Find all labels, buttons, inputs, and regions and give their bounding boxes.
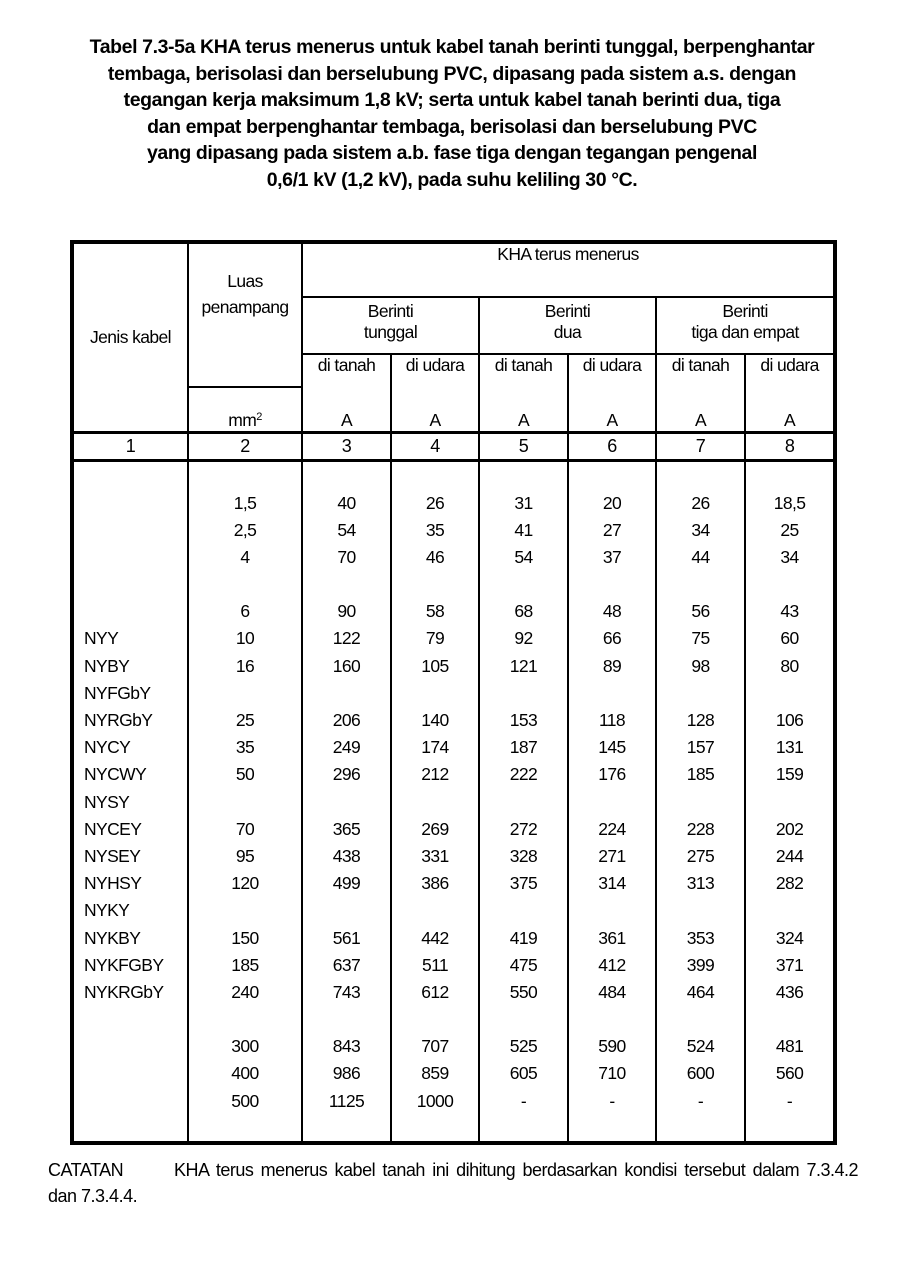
header-di-tanah: di tanah [302, 354, 391, 387]
table-cell [189, 571, 301, 598]
table-cell [303, 789, 390, 816]
table-cell: 105 [421, 655, 449, 676]
table-cell: 550 [509, 981, 538, 1002]
table-cell [392, 680, 478, 707]
table-cell [569, 680, 655, 707]
table-cell [392, 897, 478, 924]
table-cell: - [520, 1090, 527, 1111]
table-cell: 314 [598, 873, 626, 894]
table-cell: 16 [235, 655, 255, 676]
table-cell [746, 1006, 833, 1033]
tiga-di-udara-column [745, 461, 835, 1143]
header-kha-terus-menerus: KHA terus menerus [302, 242, 835, 297]
unit-ampere: A [568, 387, 656, 433]
kha-table [70, 240, 837, 1145]
table-cell [746, 789, 833, 816]
table-cell: 35 [235, 737, 255, 758]
unit-mm-text: mm [228, 410, 257, 430]
table-cell: 157 [686, 737, 715, 758]
table-cell [480, 1006, 567, 1033]
header-dua-line2: dua [553, 322, 582, 342]
cable-type: NYKFGBY [84, 954, 164, 975]
table-cell: 176 [598, 764, 626, 785]
table-cell: 212 [421, 764, 449, 785]
table-cell [657, 571, 744, 598]
header-berinti-tunggal [302, 297, 479, 354]
dua-di-udara-column [568, 461, 656, 1143]
table-cell [569, 897, 655, 924]
title-line: tembaga, berisolasi dan berselubung PVC, dipasang pada sistem a.s. dengan [107, 62, 797, 85]
table-cell [189, 789, 301, 816]
unit-ampere: A [656, 387, 745, 433]
column-number: 3 [302, 433, 391, 461]
table-cell: 275 [686, 845, 715, 866]
cable-type: NYBY [84, 655, 130, 676]
column-number-row [72, 433, 835, 461]
table-cell: 475 [509, 954, 538, 975]
table-cell [480, 897, 567, 924]
table-title [40, 34, 864, 194]
table-cell: 121 [509, 655, 538, 676]
column-number: 2 [188, 433, 302, 461]
table-cell: 484 [598, 981, 626, 1002]
tunggal-di-udara-column [391, 461, 479, 1143]
column-number: 5 [479, 433, 568, 461]
table-cell: 106 [775, 710, 804, 730]
dua-di-tanah-column [479, 461, 568, 1143]
table-cell [303, 1006, 390, 1033]
column-number: 1 [72, 433, 188, 461]
table-cell: 128 [686, 710, 715, 730]
table-cell: 160 [332, 655, 361, 676]
table-cell: 31 [514, 492, 533, 513]
table-cell: 202 [775, 818, 804, 839]
unit-ampere: A [302, 387, 391, 433]
table-cell: 44 [691, 546, 710, 567]
table-cell: 70 [235, 818, 255, 839]
table-cell: 26 [691, 492, 710, 513]
table-cell: 54 [337, 519, 356, 540]
table-cell: 27 [602, 519, 622, 540]
title-line: tegangan kerja maksimum 1,8 kV; serta untuk kabel tanah berinti dua, tiga [123, 89, 781, 112]
table-cell: 986 [332, 1063, 361, 1084]
table-cell [392, 789, 478, 816]
table-cell: 80 [780, 655, 799, 676]
table-cell: 37 [602, 546, 622, 567]
table-cell [569, 1006, 655, 1033]
cable-type: NYCY [84, 737, 131, 758]
table-cell: 353 [686, 927, 715, 948]
table-cell: 120 [231, 873, 259, 894]
table-cell: 34 [691, 519, 710, 540]
unit-mm2 [188, 387, 302, 433]
header-di-udara: di udara [391, 354, 479, 387]
table-cell: 511 [421, 954, 449, 975]
table-cell: 1,5 [233, 492, 257, 513]
table-cell: 92 [514, 628, 533, 649]
header-berinti-tiga-dan-empat [656, 297, 835, 354]
table-cell [480, 789, 567, 816]
table-cell: 79 [425, 628, 445, 649]
table-cell: 590 [598, 1036, 626, 1057]
header-di-udara: di udara [568, 354, 656, 387]
header-berinti-dua [479, 297, 656, 354]
table-cell: 4 [240, 546, 250, 567]
cable-type: NYY [84, 628, 119, 649]
table-cell: 25 [235, 710, 255, 730]
header-di-udara: di udara [745, 354, 835, 387]
table-cell: 371 [775, 954, 804, 975]
table-cell: 499 [332, 873, 361, 894]
table-cell: 145 [598, 737, 626, 758]
table-cell: 481 [775, 1036, 804, 1057]
header-di-tanah: di tanah [479, 354, 568, 387]
unit-ampere: A [745, 387, 835, 433]
header-tunggal-line2: tunggal [363, 322, 418, 342]
tunggal-di-tanah-column [302, 461, 391, 1143]
table-cell [657, 1006, 744, 1033]
table-cell: 436 [775, 981, 804, 1002]
table-cell: 442 [421, 927, 449, 948]
table-cell: 224 [598, 818, 626, 839]
table-cell: 48 [602, 601, 622, 622]
table-cell: 240 [231, 981, 259, 1002]
table-cell: 43 [780, 601, 799, 622]
table-cell: 707 [421, 1036, 449, 1057]
luas-penampang-column [188, 461, 302, 1143]
header-tiga-line1: Berinti [722, 301, 768, 321]
table-cell: 174 [421, 737, 449, 758]
table-cell: 153 [509, 710, 538, 730]
cable-types-column [72, 461, 188, 1143]
table-cell: 98 [691, 655, 710, 676]
table-cell: 843 [332, 1036, 361, 1057]
table-cell: 269 [421, 818, 449, 839]
table-cell: 438 [332, 845, 361, 866]
table-cell: 75 [691, 628, 710, 649]
table-body [72, 461, 835, 1143]
table-cell: 605 [509, 1063, 538, 1084]
table-cell: 35 [425, 519, 445, 540]
table-cell: 206 [332, 710, 361, 730]
table-cell: 464 [686, 981, 715, 1002]
header-dua-line1: Berinti [544, 301, 591, 321]
table-cell: 90 [337, 601, 356, 622]
table-cell: 26 [425, 492, 445, 513]
table-cell: 34 [780, 546, 799, 567]
table-cell: 6 [240, 601, 250, 622]
table-cell: 710 [598, 1063, 626, 1084]
table-cell [303, 680, 390, 707]
table-cell [657, 897, 744, 924]
table-cell [657, 789, 744, 816]
table-cell: 40 [337, 492, 356, 513]
table-cell: - [697, 1090, 704, 1111]
header-luas-line2: penampang [201, 297, 289, 317]
table-cell: 68 [514, 601, 533, 622]
table-cell: 249 [332, 737, 361, 758]
table-cell: 300 [231, 1036, 259, 1057]
table-cell: 282 [775, 873, 804, 894]
table-cell: - [786, 1090, 793, 1111]
column-number: 4 [391, 433, 479, 461]
table-cell: 1000 [416, 1090, 454, 1111]
table-cell: 400 [231, 1063, 259, 1084]
cable-type: NYRGbY [84, 710, 153, 730]
header-luas-line1: Luas [227, 271, 263, 291]
cable-type: NYHSY [84, 873, 142, 894]
cable-type: NYKRGbY [84, 981, 164, 1002]
table-cell [392, 571, 478, 598]
unit-ampere: A [391, 387, 479, 433]
table-cell: 859 [421, 1063, 449, 1084]
unit-mm-sup: 2 [256, 411, 262, 423]
table-cell: 41 [514, 519, 533, 540]
table-cell: 66 [602, 628, 622, 649]
table-cell: 328 [509, 845, 538, 866]
table-cell [746, 680, 833, 707]
table-cell [657, 680, 744, 707]
cable-type: NYCWY [84, 764, 147, 785]
table-cell: 18,5 [773, 492, 806, 513]
table-cell: 313 [686, 873, 715, 894]
title-line: yang dipasang pada sistem a.b. fase tiga dengan tegangan pengenal [146, 142, 758, 165]
table-cell: 386 [421, 873, 449, 894]
table-cell: 185 [231, 954, 259, 975]
table-cell: 637 [332, 954, 361, 975]
cable-type: NYKBY [84, 927, 141, 948]
unit-ampere: A [479, 387, 568, 433]
table-cell: 150 [231, 927, 259, 948]
column-number: 7 [656, 433, 745, 461]
table-cell [569, 789, 655, 816]
table-cell: 272 [509, 818, 538, 839]
table-cell [746, 571, 833, 598]
table-cell: 244 [775, 845, 804, 866]
note-text: KHA terus menerus kabel tanah ini dihitung berdasarkan kondisi tersebut dalam 7.3.4.2 dan 7.3.4.4. [48, 1160, 858, 1206]
table-cell: 185 [686, 764, 715, 785]
cable-type: NYSY [84, 791, 130, 812]
table-cell [746, 897, 833, 924]
table-cell: 271 [598, 845, 626, 866]
table-note [48, 1157, 858, 1209]
table-cell: 159 [775, 764, 804, 785]
cable-type: NYSEY [84, 845, 141, 866]
table-cell [392, 1006, 478, 1033]
cable-type: NYFGbY [84, 682, 151, 703]
table-cell: 131 [775, 737, 804, 758]
title-line: dan empat berpenghantar tembaga, berisolasi dan berselubung PVC [147, 115, 757, 138]
table-cell: 600 [686, 1063, 715, 1084]
table-cell: 54 [514, 546, 533, 567]
table-cell: 399 [686, 954, 715, 975]
table-cell: 70 [337, 546, 356, 567]
tiga-di-tanah-column [656, 461, 745, 1143]
table-cell [189, 680, 301, 707]
note-label: CATATAN [48, 1160, 124, 1180]
table-cell [480, 571, 567, 598]
title-line: Tabel 7.3-5a KHA terus menerus untuk kabel tanah berinti tunggal, berpenghantar [89, 36, 815, 58]
table-cell: 60 [780, 628, 799, 649]
table-cell: 89 [602, 655, 622, 676]
table-cell: 560 [775, 1063, 804, 1084]
table-cell: 20 [602, 492, 622, 513]
table-cell: 122 [332, 628, 361, 649]
table-cell: 187 [509, 737, 538, 758]
table-cell [189, 897, 301, 924]
table-cell: 412 [598, 954, 626, 975]
table-cell: 56 [691, 601, 710, 622]
table-cell: 500 [231, 1090, 259, 1111]
table-cell: 524 [686, 1036, 715, 1057]
header-tunggal-line1: Berinti [367, 301, 414, 321]
header-tiga-line2: tiga dan empat [691, 322, 799, 342]
table-cell: - [609, 1090, 615, 1111]
table-cell: 2,5 [233, 519, 257, 540]
table-cell [303, 897, 390, 924]
header-jenis-kabel: Jenis kabel [72, 242, 188, 433]
title-line: 0,6/1 kV (1,2 kV), pada suhu keliling 30 °C. [266, 168, 638, 191]
table-cell: 331 [421, 845, 449, 866]
table-cell [189, 1006, 301, 1033]
table-cell: 419 [509, 927, 538, 948]
table-cell: 222 [509, 764, 538, 785]
table-cell [303, 571, 390, 598]
table-cell [480, 680, 567, 707]
table-cell: 1125 [328, 1090, 365, 1111]
table-header [72, 242, 835, 433]
table-cell: 561 [332, 927, 361, 948]
table-cell: 525 [509, 1036, 538, 1057]
table-cell: 46 [425, 546, 445, 567]
table-cell: 743 [332, 981, 361, 1002]
table-cell: 118 [598, 710, 626, 730]
header-di-tanah: di tanah [656, 354, 745, 387]
table-cell: 361 [598, 927, 626, 948]
table-cell: 58 [425, 601, 445, 622]
cable-type: NYCEY [84, 818, 142, 839]
table-cell: 50 [235, 764, 255, 785]
table-cell: 228 [686, 818, 715, 839]
column-number: 8 [745, 433, 835, 461]
table-cell: 375 [509, 873, 538, 894]
table-cell [569, 571, 655, 598]
table-cell: 365 [332, 818, 361, 839]
table-cell: 324 [775, 927, 804, 948]
table-cell: 25 [780, 519, 799, 540]
table-cell: 612 [421, 981, 449, 1002]
table-cell: 140 [421, 710, 449, 730]
table-cell: 10 [235, 628, 255, 649]
column-number: 6 [568, 433, 656, 461]
table-cell: 296 [332, 764, 361, 785]
table-cell: 95 [235, 845, 255, 866]
header-luas-penampang [188, 242, 302, 387]
cable-type: NYKY [84, 900, 130, 921]
